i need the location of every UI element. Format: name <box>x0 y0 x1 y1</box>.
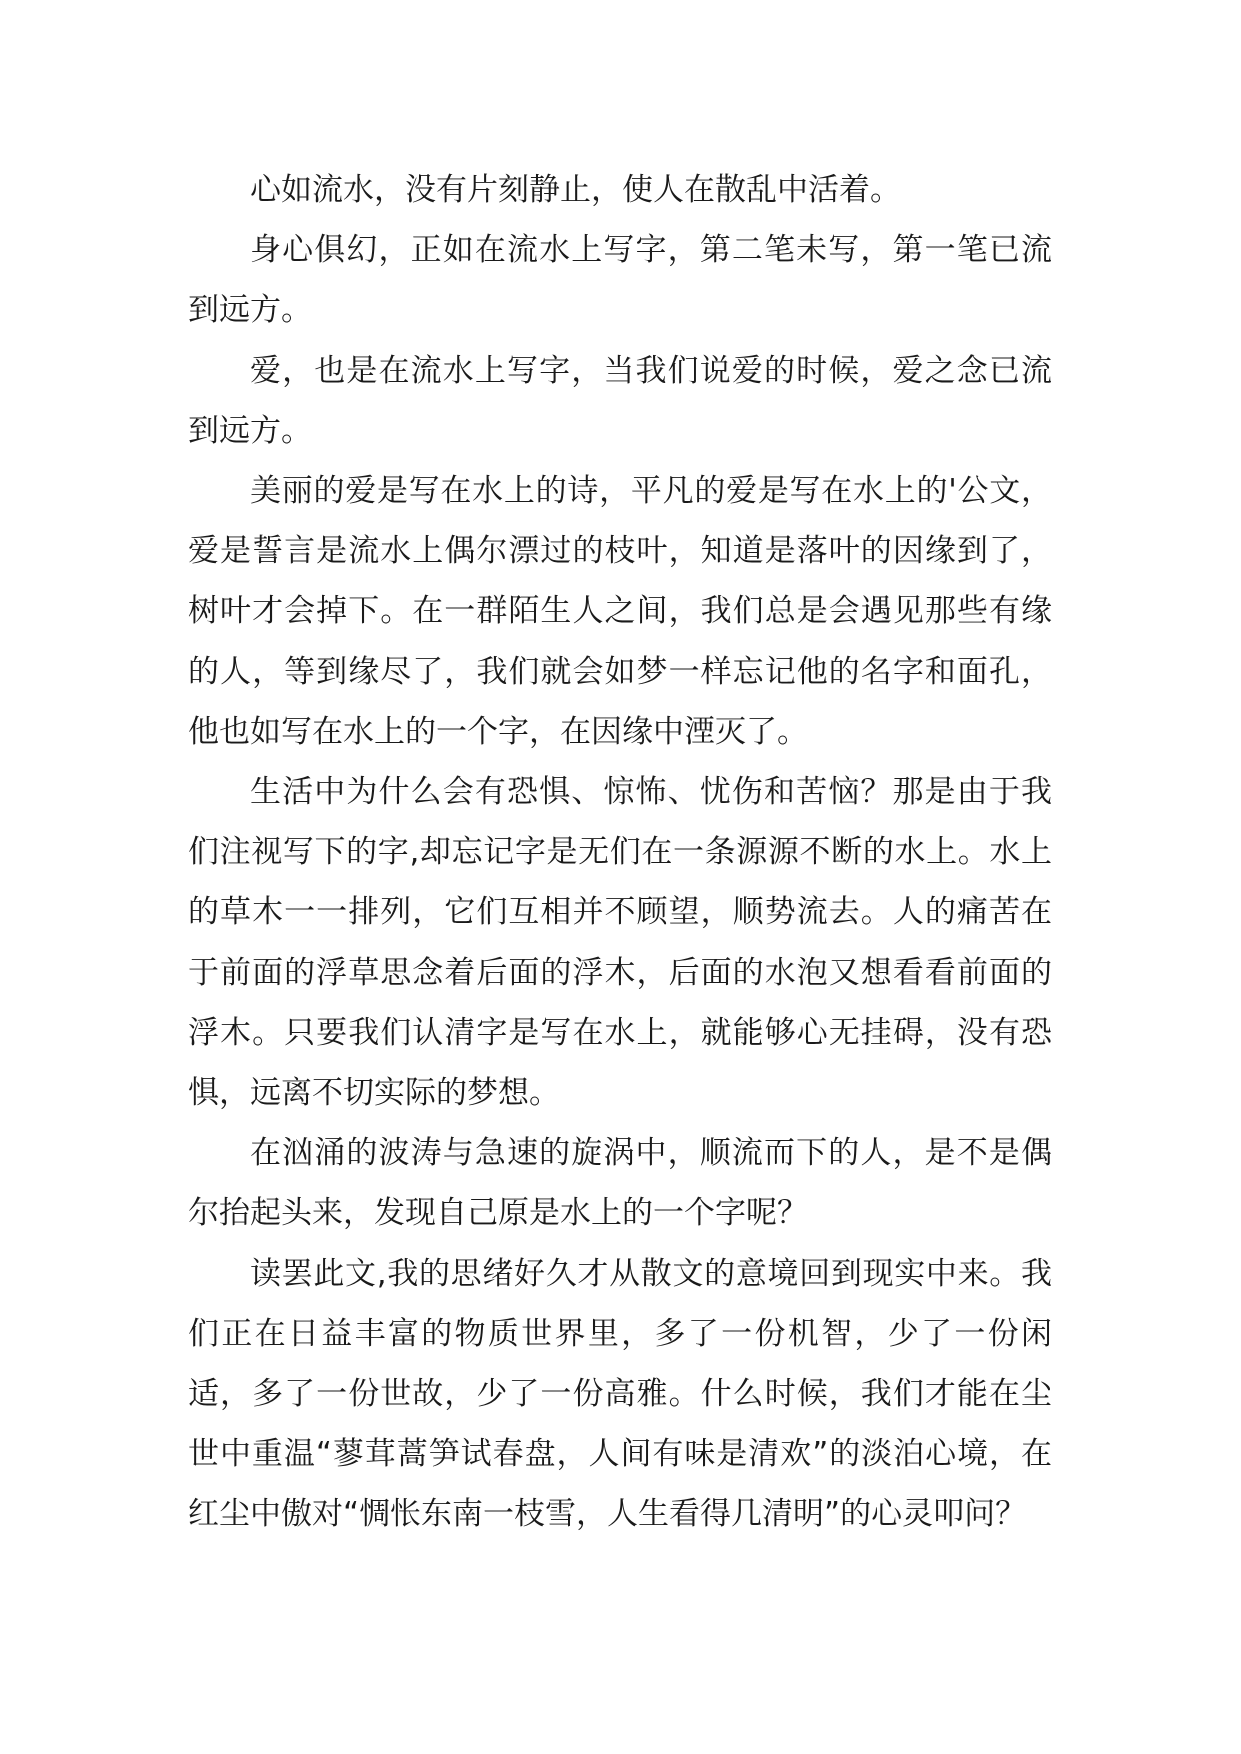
document-body <box>188 160 1052 1545</box>
paragraph-4: 美丽的爱是写在水上的诗，平凡的爱是写在水上的'公文，爱是誓言是流水上偶尔漂过的枝叶，知道是落叶的因缘到了，树叶才会掉下。在一群陌生人之间，我们总是会遇见那些有缘的人，等到缘尽了，我们就会如梦一样忘记他的名字和面孔，他也如写在水上的一个字，在因缘中湮灭了。 <box>188 473 1052 750</box>
paragraph-5: 生活中为什么会有恐惧、惊怖、忧伤和苦恼？那是由于我们注视写下的字,却忘记字是无们在一条源源不断的水上。水上的草木一一排列，它们互相并不顾望，顺势流去。人的痛苦在于前面的浮草思念着后面的浮木，后面的水泡又想看看前面的浮木。只要我们认清字是写在水上，就能够心无挂碍，没有恐惧，远离不切实际的梦想。 <box>188 774 1052 1112</box>
paragraph-6: 在汹涌的波涛与急速的旋涡中，顺流而下的人，是不是偶尔抬起头来，发现自己原是水上的一个字呢？ <box>188 1135 1052 1232</box>
paragraph-1: 心如流水，没有片刻静止，使人在散乱中活着。 <box>250 172 901 208</box>
paragraph-3: 爱，也是在流水上写字，当我们说爱的时候，爱之念已流到远方。 <box>188 352 1052 449</box>
paragraph-2: 身心俱幻，正如在流水上写字，第二笔未写，第一笔已流到远方。 <box>188 232 1052 329</box>
paragraph-7: 读罢此文,我的思绪好久才从散文的意境回到现实中来。我们正在日益丰富的物质世界里，多了一份机智，少了一份闲适，多了一份世故，少了一份高雅。什么时候，我们才能在尘世中重温“蓼茸蒿笋试春盘，人间有味是清欢”的淡泊心境，在红尘中傲对“惆怅东南一枝雪，人生看得几清明”的心灵叩问？ <box>188 1255 1052 1533</box>
